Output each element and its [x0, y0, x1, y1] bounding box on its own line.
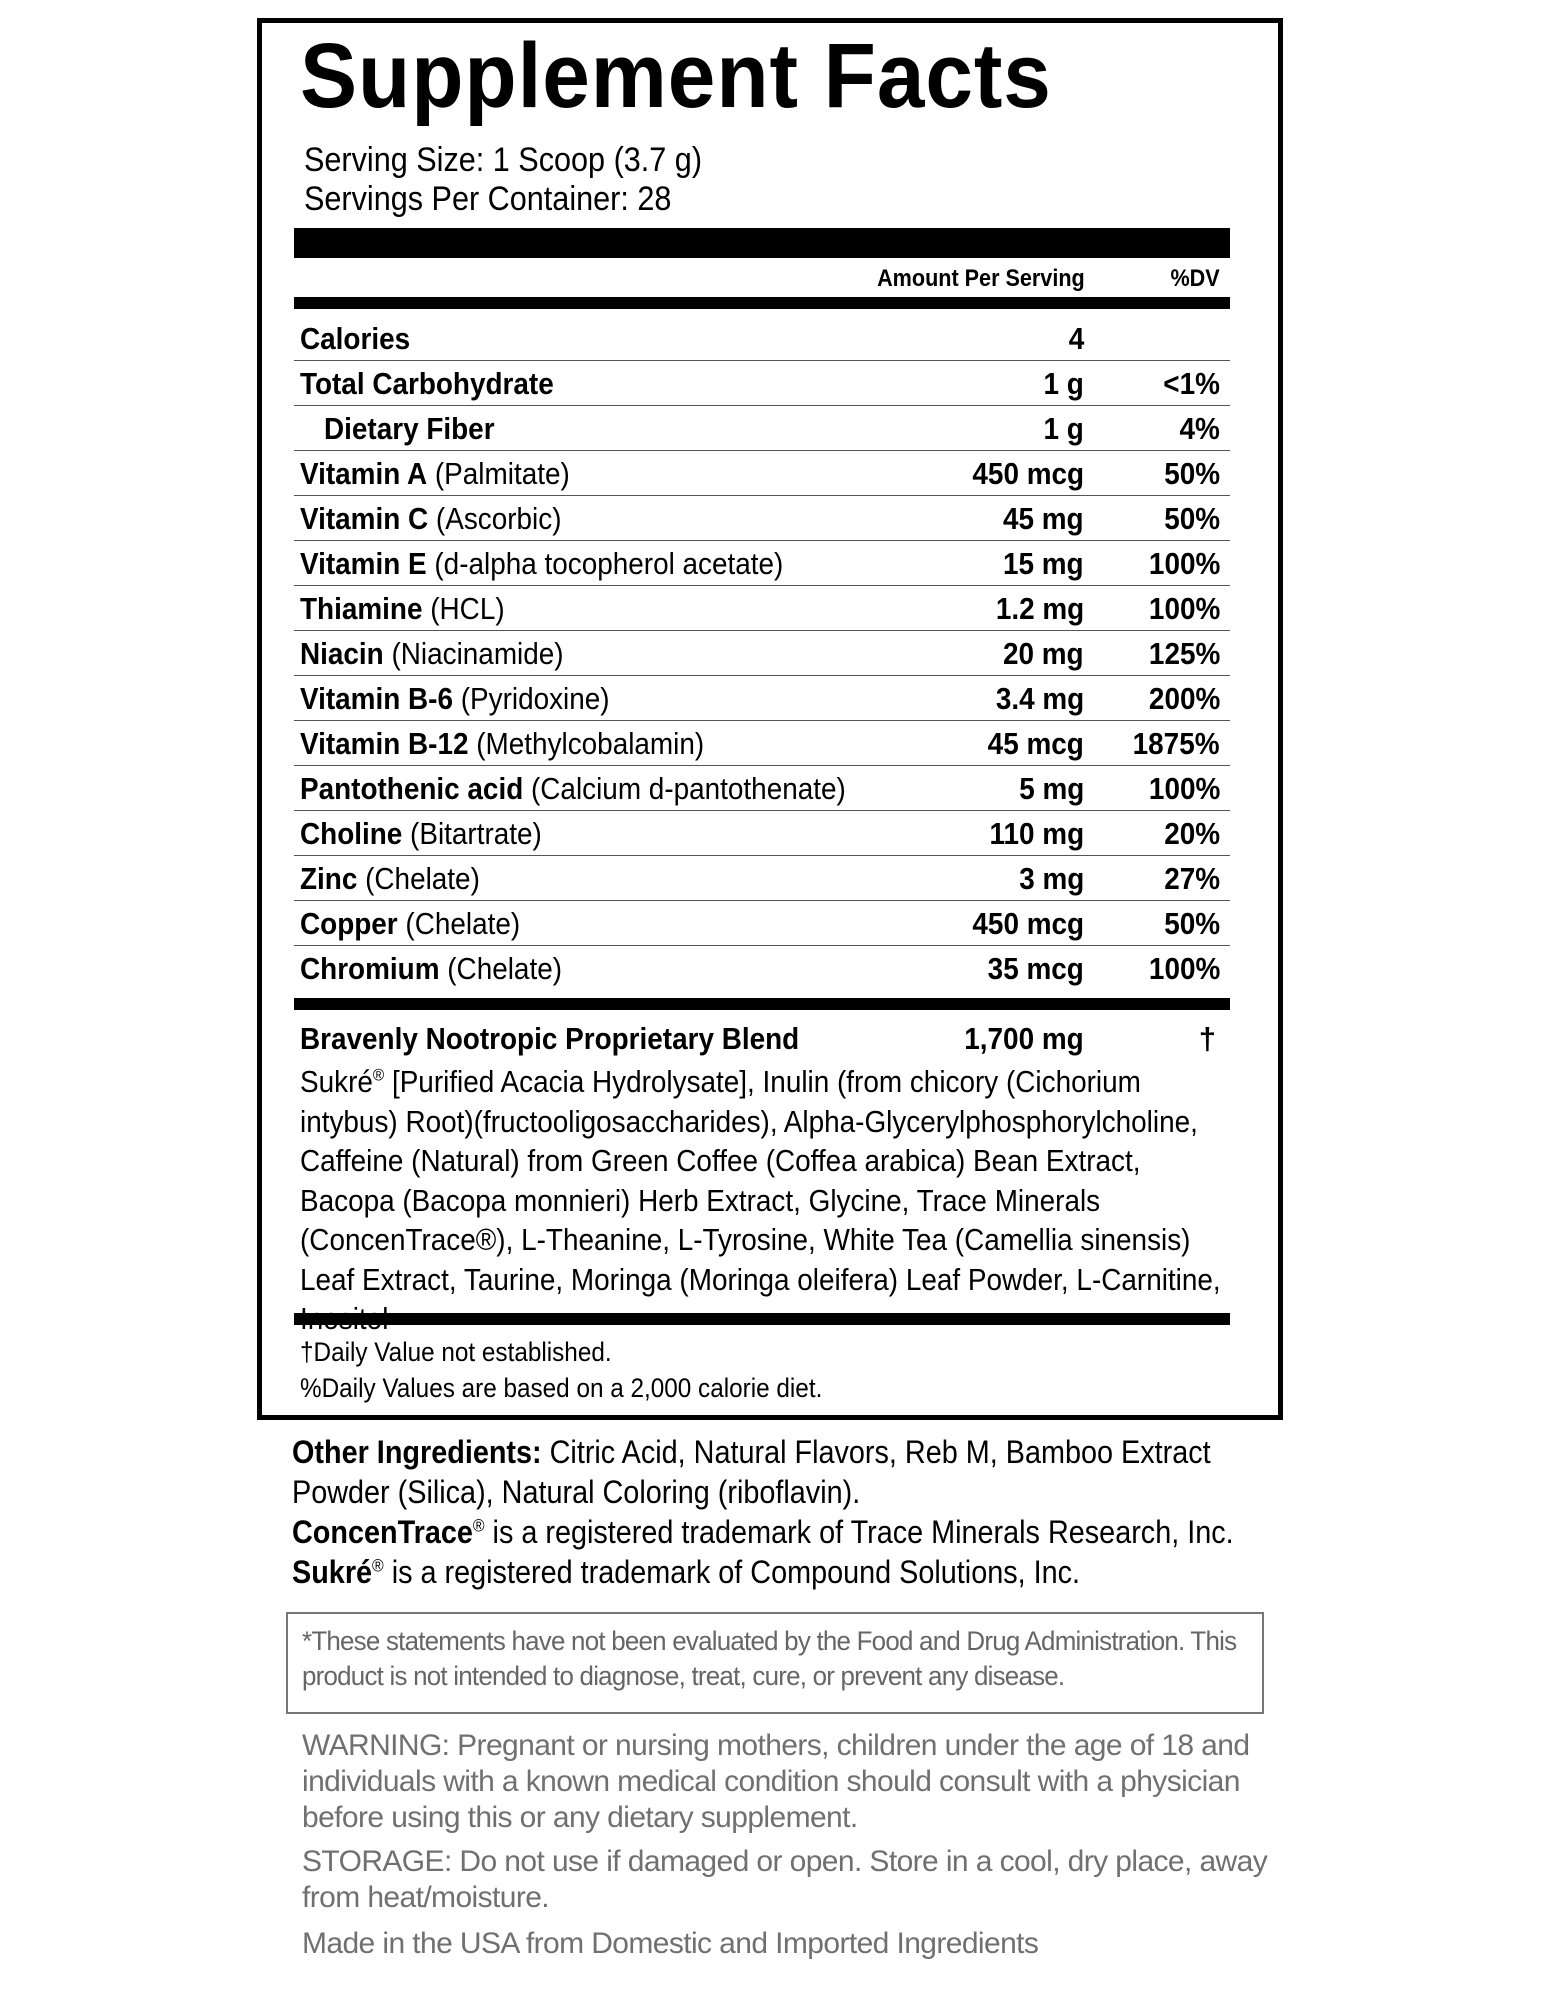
nutrient-amount: 110 mg [989, 816, 1084, 851]
nutrient-dv: 50% [1164, 456, 1220, 491]
proprietary-blend-row [294, 1016, 1230, 1061]
blend-amount: 1,700 mg [964, 1021, 1084, 1056]
nutrient-dv: 100% [1148, 591, 1220, 626]
nutrient-amount: 1.2 mg [995, 591, 1084, 626]
nutrient-dv: 50% [1164, 906, 1220, 941]
nutrient-dv: 100% [1148, 951, 1220, 986]
nutrient-row [294, 721, 1230, 766]
nutrient-name: Chromium (Chelate) [300, 951, 562, 986]
dv-column-header: %DV [1170, 265, 1220, 292]
nutrient-row [294, 406, 1230, 451]
nutrient-dv: 50% [1164, 501, 1220, 536]
nutrient-dv: 100% [1148, 771, 1220, 806]
origin-text: Made in the USA from Domestic and Imported Ingredients [302, 1927, 1039, 1960]
nutrient-row [294, 901, 1230, 946]
servings-per-container: Servings Per Container: 28 [304, 180, 672, 218]
nutrient-amount: 1 g [1043, 366, 1084, 401]
nutrient-name: Vitamin B-12 (Methylcobalamin) [300, 726, 705, 761]
medium-divider [294, 1313, 1230, 1325]
nutrient-name: Vitamin E (d-alpha tocopherol acetate) [300, 546, 784, 581]
other-ingredients: Other Ingredients: Citric Acid, Natural Flavors, Reb M, Bamboo Extract Powder (Silica), Natural Coloring (riboflavin). [292, 1434, 1211, 1510]
nutrient-amount: 45 mcg [987, 726, 1084, 761]
nutrient-name: Calories [300, 321, 411, 356]
thick-divider [294, 228, 1230, 258]
nutrient-row [294, 946, 1230, 991]
nutrient-name: Choline (Bitartrate) [300, 816, 542, 851]
medium-divider [294, 297, 1230, 309]
nutrient-dv: 100% [1148, 546, 1220, 581]
blend-dv: † [1198, 1021, 1216, 1056]
nutrient-row [294, 856, 1230, 901]
fda-disclaimer: *These statements have not been evaluated by the Food and Drug Administration. This product is not intended to diagnose, treat, cure, or prevent any disease. [302, 1626, 1237, 1691]
nutrient-dv: 27% [1164, 861, 1220, 896]
other-ingredients-block [292, 1432, 1300, 1592]
warning-text: WARNING: Pregnant or nursing mothers, children under the age of 18 and individuals with a known medical condition should consult with a physician before using this or any dietary supplement. [302, 1729, 1250, 1834]
nutrient-row [294, 496, 1230, 541]
nutrient-name: Niacin (Niacinamide) [300, 636, 564, 671]
nutrient-name: Pantothenic acid (Calcium d-pantothenate) [300, 771, 846, 806]
blend-name: Bravenly Nootropic Proprietary Blend [300, 1021, 800, 1056]
nutrient-amount: 5 mg [1018, 771, 1084, 806]
nutrient-row [294, 676, 1230, 721]
nutrient-amount: 3 mg [1018, 861, 1084, 896]
nutrient-row [294, 811, 1230, 856]
nutrient-row [294, 361, 1230, 406]
nutrient-name: Dietary Fiber [324, 411, 495, 446]
nutrient-amount: 35 mcg [987, 951, 1084, 986]
nutrient-amount: 1 g [1043, 411, 1084, 446]
nutrient-name: Vitamin C (Ascorbic) [300, 501, 562, 536]
nutrient-name: Total Carbohydrate [300, 366, 554, 401]
nutrient-name: Thiamine (HCL) [300, 591, 505, 626]
nutrient-dv: 1875% [1133, 726, 1220, 761]
panel-title: Supplement Facts [300, 25, 1052, 127]
amount-column-header: Amount Per Serving [877, 265, 1085, 292]
trademark-concentrace: ConcenTrace® is a registered trademark of Trace Minerals Research, Inc. [292, 1514, 1234, 1550]
trademark-sukre: Sukré® is a registered trademark of Compound Solutions, Inc. [292, 1554, 1081, 1590]
nutrient-amount: 20 mg [1003, 636, 1084, 671]
nutrient-dv: 20% [1164, 816, 1220, 851]
nutrient-dv: 200% [1148, 681, 1220, 716]
nutrient-row [294, 631, 1230, 676]
nutrient-amount: 450 mcg [972, 456, 1084, 491]
fda-disclaimer-box [286, 1612, 1264, 1714]
nutrient-name: Vitamin B-6 (Pyridoxine) [300, 681, 610, 716]
nutrient-row [294, 766, 1230, 811]
nutrient-amount: 15 mg [1003, 546, 1084, 581]
nutrient-name: Zinc (Chelate) [300, 861, 480, 896]
nutrient-dv: 4% [1179, 411, 1220, 446]
nutrient-name: Copper (Chelate) [300, 906, 521, 941]
medium-divider [294, 998, 1230, 1010]
nutrient-dv: 125% [1148, 636, 1220, 671]
nutrient-amount: 4 [1068, 321, 1084, 356]
nutrient-amount: 3.4 mg [995, 681, 1084, 716]
nutrient-row [294, 586, 1230, 631]
nutrient-row [294, 316, 1230, 361]
storage-text: STORAGE: Do not use if damaged or open. Store in a cool, dry place, away from heat/moisture. [302, 1845, 1268, 1914]
blend-ingredients: Sukré® [Purified Acacia Hydrolysate], Inulin (from chicory (Cichorium intybus) Root)(fructooligosaccharides), Alpha-Glycerylphosphorylcholine, Caffeine (Natural) from Green Coffee (Coffea arabica) Bean Extract, Bacopa (Bacopa monnieri) Herb Extract, Glycine, Trace Minerals (ConcenTrace®), L-Theanine, L-Tyrosine, White Tea (Camellia sinensis) Leaf Extract, Taurine, Moringa (Moringa oleifera) Leaf Powder, L-Carnitine, [300, 1064, 1221, 1297]
nutrient-dv: <1% [1163, 366, 1220, 401]
nutrient-name: Vitamin A (Palmitate) [300, 456, 570, 491]
nutrient-row [294, 541, 1230, 586]
dv-basis-footnote: %Daily Values are based on a 2,000 calorie diet. [300, 1373, 823, 1403]
nutrient-row [294, 451, 1230, 496]
serving-size: Serving Size: 1 Scoop (3.7 g) [304, 141, 703, 179]
nutrient-amount: 45 mg [1003, 501, 1084, 536]
dagger-footnote: †Daily Value not established. [300, 1337, 612, 1367]
nutrient-amount: 450 mcg [972, 906, 1084, 941]
